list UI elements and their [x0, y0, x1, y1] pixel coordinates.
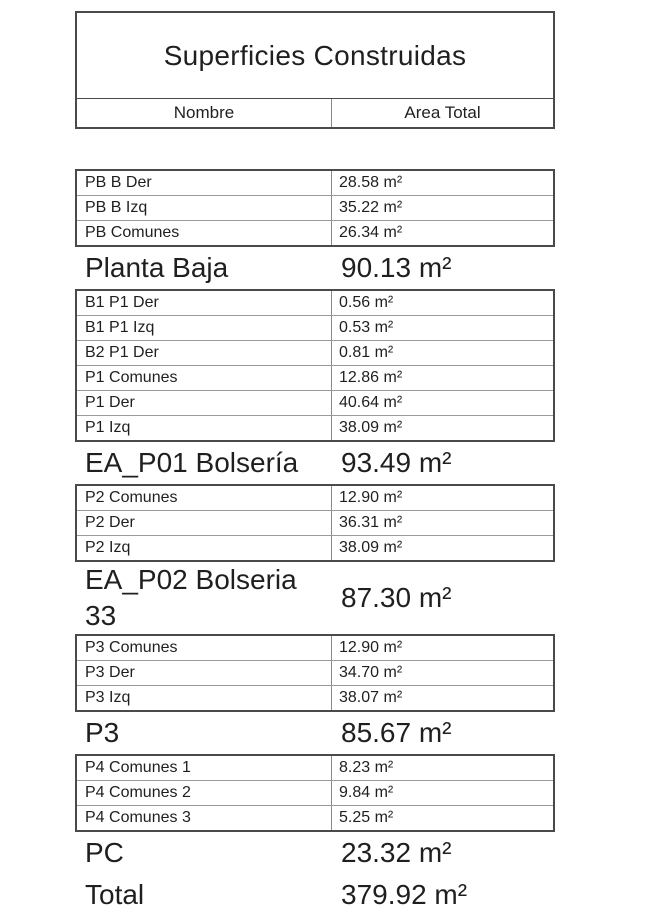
row-name-cell: P2 Izq: [85, 539, 131, 556]
table-row: [77, 171, 553, 195]
row-area-cell: 5.25 m²: [331, 806, 553, 830]
subtotal-row-p3: [75, 712, 555, 754]
section-table-pc: [75, 754, 555, 832]
table-row: [77, 756, 553, 780]
section-table-ea-p02: [75, 484, 555, 562]
row-name-cell: P2 Der: [85, 514, 135, 531]
row-area-cell: 12.90 m²: [331, 486, 553, 510]
row-area-cell: 0.53 m²: [331, 316, 553, 340]
schedule-header-box: [75, 11, 555, 129]
spacer: [75, 129, 555, 169]
row-name-cell: B2 P1 Der: [85, 344, 159, 361]
grand-total-label: Total: [85, 879, 145, 910]
section-table-planta-baja: [75, 169, 555, 247]
row-name-cell: P1 Comunes: [85, 369, 178, 386]
table-row: [77, 486, 553, 510]
subtotal-row-ea-p01: [75, 442, 555, 484]
subtotal-value: 90.13 m²: [341, 252, 452, 283]
row-area-cell: 36.31 m²: [331, 511, 553, 535]
column-header-row: [77, 98, 553, 127]
table-row: [77, 315, 553, 340]
subtotal-row-pc: [75, 832, 555, 874]
area-schedule-report: [75, 11, 555, 916]
row-area-cell: 38.09 m²: [331, 536, 553, 560]
row-area-cell: 8.23 m²: [331, 756, 553, 780]
table-row: [77, 340, 553, 365]
table-row: [77, 390, 553, 415]
section-table-p3: [75, 634, 555, 712]
subtotal-value: 23.32 m²: [341, 837, 452, 868]
row-name-cell: P4 Comunes 2: [85, 784, 191, 801]
table-row: [77, 510, 553, 535]
row-area-cell: 40.64 m²: [331, 391, 553, 415]
subtotal-name: PC: [85, 837, 124, 868]
row-name-cell: P1 Der: [85, 394, 135, 411]
subtotal-value: 87.30 m²: [341, 582, 452, 613]
column-header-nombre: Nombre: [173, 103, 235, 122]
row-name-cell: B1 P1 Der: [85, 294, 159, 311]
subtotal-row-planta-baja: [75, 247, 555, 289]
grand-total-row: [75, 874, 555, 916]
row-area-cell: 35.22 m²: [331, 196, 553, 220]
row-area-cell: 0.81 m²: [331, 341, 553, 365]
row-name-cell: PB Comunes: [85, 224, 180, 241]
subtotal-name: Planta Baja: [85, 252, 229, 283]
row-area-cell: 28.58 m²: [331, 171, 553, 195]
table-row: [77, 780, 553, 805]
table-row: [77, 660, 553, 685]
row-area-cell: 12.86 m²: [331, 366, 553, 390]
table-row: [77, 535, 553, 560]
subtotal-value: 93.49 m²: [341, 447, 452, 478]
subtotal-name: P3: [85, 717, 120, 748]
row-name-cell: P3 Der: [85, 664, 135, 681]
row-name-cell: P1 Izq: [85, 419, 131, 436]
table-row: [77, 291, 553, 315]
row-name-cell: P3 Comunes: [85, 639, 178, 656]
row-name-cell: P4 Comunes 3: [85, 809, 191, 826]
row-name-cell: B1 P1 Izq: [85, 319, 155, 336]
row-name-cell: PB B Izq: [85, 199, 148, 216]
row-name-cell: P4 Comunes 1: [85, 759, 191, 776]
table-row: [77, 685, 553, 710]
subtotal-value: 85.67 m²: [341, 717, 452, 748]
subtotal-row-ea-p02: [75, 562, 555, 634]
row-area-cell: 12.90 m²: [331, 636, 553, 660]
table-row: [77, 365, 553, 390]
row-area-cell: 38.07 m²: [331, 686, 553, 710]
row-area-cell: 34.70 m²: [331, 661, 553, 685]
table-row: [77, 636, 553, 660]
table-row: [77, 195, 553, 220]
page-title: Superficies Construidas: [163, 39, 467, 71]
row-area-cell: 26.34 m²: [331, 221, 553, 245]
row-name-cell: P2 Comunes: [85, 489, 178, 506]
table-row: [77, 415, 553, 440]
table-row: [77, 220, 553, 245]
section-table-ea-p01: [75, 289, 555, 442]
row-area-cell: 38.09 m²: [331, 416, 553, 440]
subtotal-name: EA_P02 Bolseria 33: [85, 564, 297, 631]
column-header-area-total: Area Total: [331, 99, 553, 127]
row-area-cell: 0.56 m²: [331, 291, 553, 315]
row-name-cell: PB B Der: [85, 174, 152, 191]
row-name-cell: P3 Izq: [85, 689, 131, 706]
subtotal-name: EA_P01 Bolsería: [85, 447, 299, 478]
grand-total-value: 379.92 m²: [341, 879, 468, 910]
table-row: [77, 805, 553, 830]
row-area-cell: 9.84 m²: [331, 781, 553, 805]
